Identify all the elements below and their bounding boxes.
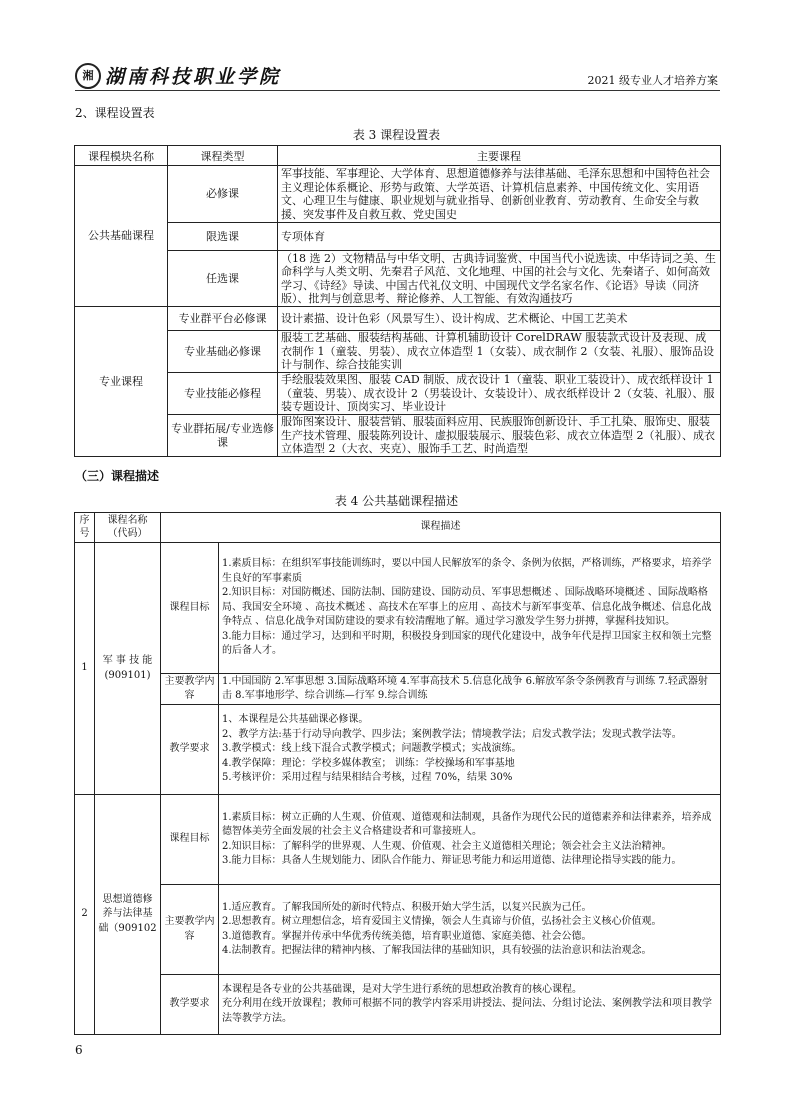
text-line: 1.适应教育。了解我国所处的新时代特点、积极开始大学生活，以复兴民族为己任。 — [222, 901, 592, 913]
row-label: 教学要求 — [161, 975, 219, 1035]
main-courses: 设计素描、设计色彩（风景写生）、设计构成、艺术概论、中国工艺美术 — [278, 307, 721, 331]
text-line: 充分利用在线开放课程；教师可根据不同的教学内容采用讲授法、提问法、分组讨论法、案例教学法和项目教学法等教学方法。 — [222, 998, 712, 1024]
course-description-table — [74, 512, 721, 1035]
text-line: 3.能力目标：具备人生规划能力、团队合作能力、辩证思考能力和运用道德、法律理论指导实践的能力。 — [222, 855, 682, 866]
column-header: 课程模块名称 — [75, 146, 168, 166]
text-line: 2.思想教育。树立理想信念，培育爱国主义情操，领会人生真谛与价值，弘扬社会主义核心价值观。 — [222, 916, 662, 927]
column-header: 课程名称（代码） — [95, 513, 161, 543]
column-header: 课程描述 — [161, 513, 721, 543]
main-courses: 专项体育 — [278, 223, 721, 251]
text-line: 本课程是各专业的公共基础课，是对大学生进行系统的思想政治教育的核心课程。 — [222, 983, 582, 995]
course-goal — [219, 795, 721, 885]
course-type: 专业基础必修课 — [168, 331, 278, 373]
main-courses: 服装工艺基础、服装结构基础、计算机辅助设计 CorelDRAW 服装款式设计及表现、成衣制作 1（童装、男装）、成衣立体造型 1（女装）、成衣制作 2（女装、礼服）、服饰品设计与制作、综合技能实训 — [278, 331, 721, 373]
course-type: 专业群平台必修课 — [168, 307, 278, 331]
table-row — [75, 307, 721, 331]
table-4-caption: 表 4 公共基础课程描述 — [334, 494, 459, 508]
table-row — [75, 543, 721, 674]
table-row — [75, 705, 721, 795]
main-courses: 服饰图案设计、服装营销、服装面料应用、民族服饰创新设计、手工扎染、服饰史、服装生产技术管理、服装陈列设计、虚拟服装展示、服装色彩、成衣立体造型 2（礼服）、成衣立体造型 2（大衣、夹克）、服饰手工艺、时尚造型 — [278, 415, 721, 457]
text-line: 1.中国国防 2.军事思想 3.国际战略环境 4.军事高技术 5.信息化战争 6.解放军条令条例教育与训练 7.轻武器射击 8.军事地形学、综合训练—行军 9.综合训练 — [222, 675, 708, 701]
text-line: 5.考核评价：采用过程与结果相结合考核，过程 70%，结果 30% — [222, 772, 513, 784]
table-row — [75, 415, 721, 457]
document-title: 2021 级专业人才培养方案 — [587, 74, 718, 87]
row-label: 课程目标 — [161, 543, 219, 674]
text-line: 1.素质目标：树立正确的人生观、价值观、道德观和法制观，具备作为现代公民的道德素养和法律素养，培养成德智体美劳全面发展的社会主义合格建设者和可靠接班人。 — [222, 811, 712, 837]
module-name: 专业课程 — [75, 307, 168, 457]
text-line: 2.知识目标：对国防概述、国防法制、国防建设、国防动员、军事思想概述 、国际战略环境概述 、国际战略格局、我国安全环境 、高技术概述 、高技术在军事上的应用 、高技术与新军事变革、信息化战争概述、信息化战争特点 、信息化战争对国防建设的要求有较清醒地了解。通过学习激发学生努力拼搏，掌握科技知识。 — [222, 587, 712, 628]
table-row — [75, 223, 721, 251]
course-content — [219, 885, 721, 975]
module-name: 公共基础课程 — [75, 166, 168, 307]
page-number: 6 — [75, 1043, 83, 1057]
text-line: 1.素质目标：在组织军事技能训练时，要以中国人民解放军的条令、条例为依据，严格训练，严格要求，培养学生良好的军事素质 — [222, 558, 712, 584]
text-line: 2.知识目标：了解科学的世界观、人生观、价值观、社会主义道德相关理论；领会社会主义法治精神。 — [222, 840, 672, 852]
table-header-row — [75, 146, 721, 166]
course-requirements — [219, 705, 721, 795]
course-goal — [219, 543, 721, 674]
text-line: 4.法制教育。把握法律的精神内核、了解我国法律的基础知识，具有较强的法治意识和法治观念。 — [222, 945, 652, 956]
course-type: 必修课 — [168, 166, 278, 223]
table-row — [75, 251, 721, 307]
school-name: 湖南科技职业学院 — [105, 66, 282, 88]
course-type: 限选课 — [168, 223, 278, 251]
column-header: 序号 — [75, 513, 95, 543]
table-row — [75, 795, 721, 885]
course-number: 1 — [75, 543, 95, 795]
course-number: 2 — [75, 795, 95, 1035]
column-header: 主要课程 — [278, 146, 721, 166]
table-row — [75, 975, 721, 1035]
page-header — [75, 60, 720, 91]
column-header: 课程类型 — [168, 146, 278, 166]
course-name: 军 事 技 能(909101) — [95, 543, 161, 795]
section-3-title: （三）课程描述 — [75, 469, 160, 483]
table-row — [75, 373, 721, 415]
course-name: 思想道德修养与法律基础（909102 — [95, 795, 161, 1035]
table-row — [75, 674, 721, 705]
text-line: 3.教学模式：线上线下混合式教学模式；问题教学模式；实战演练。 — [222, 743, 522, 755]
text-line: 4.教学保障：理论：学校多媒体教室； 训练：学校操场和军事基地 — [222, 757, 515, 769]
course-type: 任选课 — [168, 251, 278, 307]
text-line: 2、教学方法:基于行动导向教学、四步法；案例教学法；情境教学法；启发式教学法；发现式教学法等。 — [222, 728, 682, 740]
course-setup-table — [74, 145, 721, 457]
course-requirements — [219, 975, 721, 1035]
row-label: 教学要求 — [161, 705, 219, 795]
main-courses: 手绘服装效果图、服装 CAD 制版、成衣设计 1（童装、职业工装设计）、成衣纸样设计 1（童装、男装）、成衣设计 2（男装设计、女装设计）、成衣纸样设计 2（女装、礼服）、服装专题设计、顶岗实习、毕业设计 — [278, 373, 721, 415]
table-row — [75, 166, 721, 223]
table-row — [75, 885, 721, 975]
main-courses: 军事技能、军事理论、大学体育、思想道德修养与法律基础、毛泽东思想和中国特色社会主义理论体系概论、形势与政策、大学英语、计算机信息素养、中国传统文化、实用语文、心理卫生与健康、职业规划与就业指导、创新创业教育、劳动教育、生命安全与救援、突发事件及自救互救、党史国史 — [278, 166, 721, 223]
row-label: 主要教学内容 — [161, 674, 219, 705]
school-logo-icon: 湘 — [75, 63, 101, 89]
text-line: 1、本课程是公共基础课必修课。 — [222, 714, 369, 726]
row-label: 课程目标 — [161, 795, 219, 885]
course-type: 专业技能必修程 — [168, 373, 278, 415]
text-line: 3.道德教育。掌握并传承中华优秀传统美德，培育职业道德、家庭美德、社会公德。 — [222, 930, 592, 942]
table-header-row — [75, 513, 721, 543]
course-type: 专业群拓展/专业选修课 — [168, 415, 278, 457]
table-3-caption: 表 3 课程设置表 — [352, 128, 441, 142]
row-label: 主要教学内容 — [161, 885, 219, 975]
text-line: 3.能力目标：通过学习，达到和平时期，积极投身到国家的现代化建设中，战争年代是捍卫国家主权和领土完整的后备人才。 — [222, 630, 712, 657]
table-row — [75, 331, 721, 373]
course-content — [219, 674, 721, 705]
section-2-title: 2、课程设置表 — [75, 106, 155, 120]
main-courses: （18 选 2）文物精品与中华文明、古典诗词鉴赏、中国当代小说选读、中华诗词之美、生命科学与人类文明、先秦君子风范、文化地理、中国的社会与文化、先秦诸子、如何高效学习、《诗经》导读、中国古代礼仪文明、中国现代文学名家名作、《论语》导读（同济版）、批判与创意思考、辩论修养、人工智能、有效沟通技巧 — [278, 251, 721, 307]
